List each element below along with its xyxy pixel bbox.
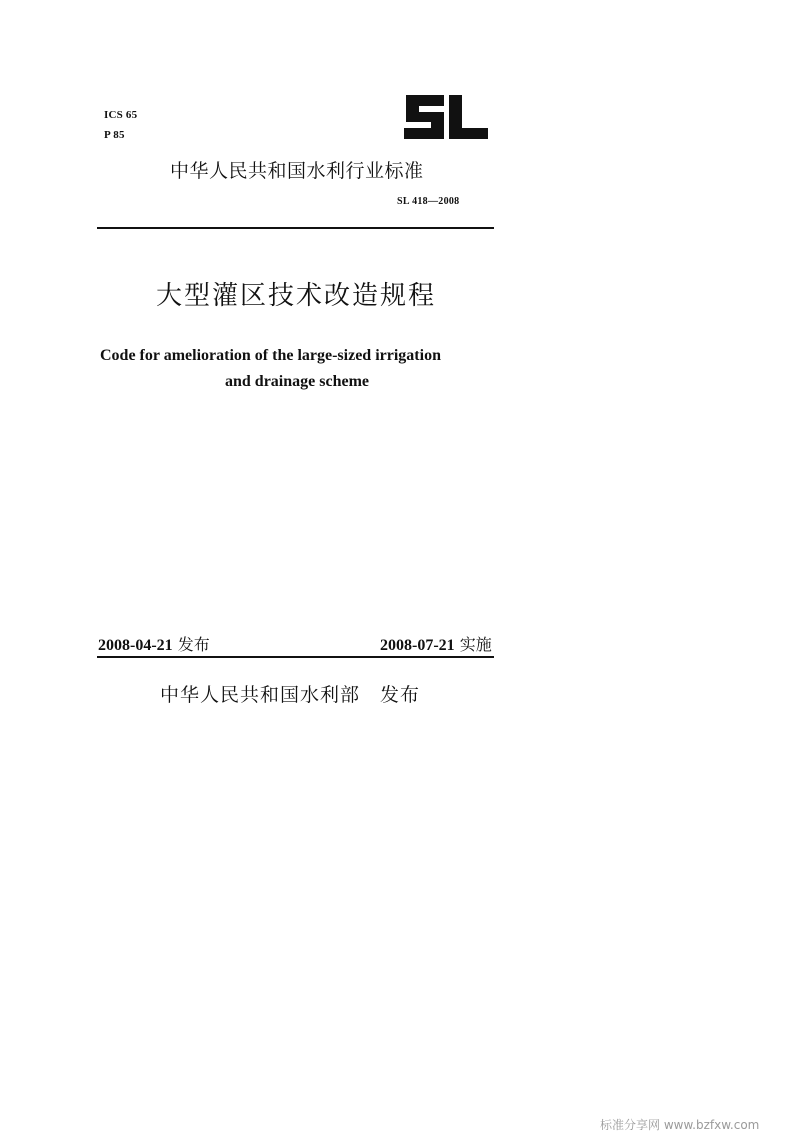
implementation-label: 实施 bbox=[459, 635, 492, 654]
title-english-line-1: Code for amelioration of the large-sized irrigation bbox=[100, 347, 441, 364]
watermark-text: 标准分享网 www.bzfxw.com bbox=[600, 1118, 760, 1132]
publisher-line: 中华人民共和国水利部 发布 bbox=[160, 684, 421, 706]
header-divider bbox=[97, 227, 494, 229]
title-chinese: 大型灌区技术改造规程 bbox=[155, 281, 436, 311]
footer-divider bbox=[97, 656, 494, 658]
industry-standard-heading: 中华人民共和国水利行业标准 bbox=[170, 160, 424, 182]
classification-code: P 85 bbox=[104, 129, 125, 141]
issue-date: 2008-04-21 bbox=[98, 637, 173, 654]
ics-code: ICS 65 bbox=[104, 109, 138, 121]
issue-label: 发布 bbox=[177, 635, 210, 654]
implementation-date-row bbox=[380, 632, 492, 655]
title-english-line-2: and drainage scheme bbox=[225, 373, 369, 390]
issue-date-row bbox=[98, 632, 210, 655]
sl-logo bbox=[402, 92, 492, 142]
standard-number: SL 418—2008 bbox=[397, 196, 460, 207]
implementation-date: 2008-07-21 bbox=[380, 637, 455, 654]
